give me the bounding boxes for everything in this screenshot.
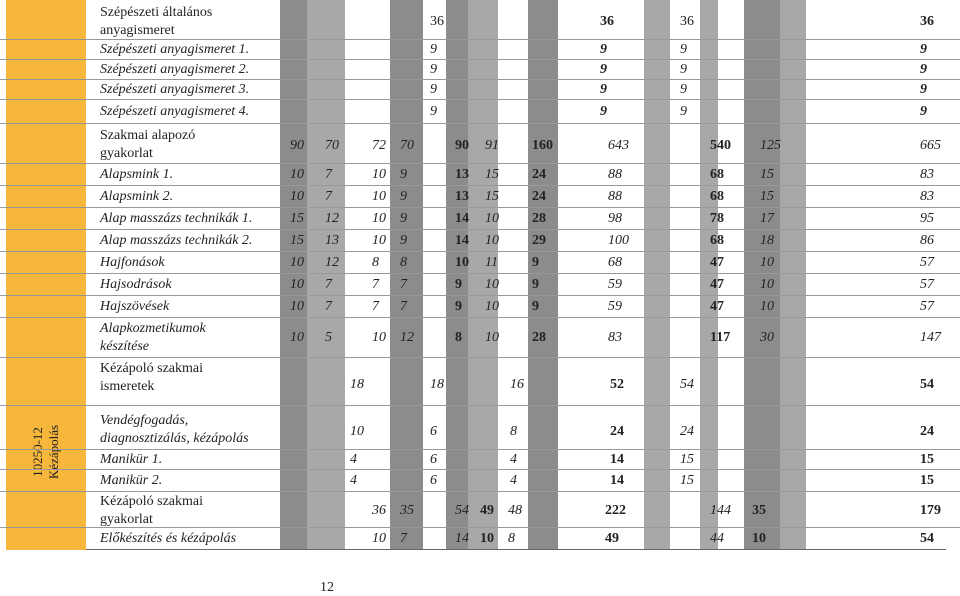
hours-cell: 54 [455, 503, 469, 518]
hours-cell: 83 [608, 330, 622, 345]
row-label: Szépészeti anyagismeret 3. [100, 82, 250, 97]
hours-cell: 13 [455, 167, 469, 182]
hours-cell: 14 [610, 452, 624, 467]
hours-cell: 9 [430, 62, 437, 77]
hours-cell: 47 [710, 255, 724, 270]
hours-cell: 8 [372, 255, 379, 270]
hours-cell: 49 [605, 531, 619, 546]
hours-cell: 17 [760, 211, 774, 226]
hours-cell: 10 [372, 211, 386, 226]
row-label: Hajfonások [100, 255, 165, 270]
hours-cell: 4 [350, 452, 357, 467]
page-number: 12 [320, 580, 334, 595]
hours-cell: 9 [600, 42, 607, 57]
hours-cell: 10 [760, 255, 774, 270]
hours-cell: 9 [680, 104, 687, 119]
hours-cell: 10 [485, 277, 499, 292]
hours-cell: 10 [372, 330, 386, 345]
table-row [0, 208, 960, 230]
hours-cell: 665 [920, 138, 941, 153]
hours-cell: 70 [325, 138, 339, 153]
hours-cell: 540 [710, 138, 731, 153]
row-label: Előkészítés és kézápolás [100, 531, 237, 546]
hours-cell: 88 [608, 167, 622, 182]
hours-cell: 35 [752, 503, 766, 518]
hours-cell: 9 [680, 42, 687, 57]
row-label: Szépészeti általános anyagismeret [100, 5, 213, 38]
hours-cell: 83 [920, 167, 934, 182]
hours-cell: 10 [372, 531, 386, 546]
hours-cell: 144 [710, 503, 731, 518]
hours-cell: 10 [485, 211, 499, 226]
hours-cell: 36 [680, 14, 694, 29]
hours-cell: 44 [710, 531, 724, 546]
hours-cell: 7 [372, 299, 379, 314]
table-row [0, 186, 960, 208]
hours-cell: 30 [760, 330, 774, 345]
hours-cell: 9 [920, 62, 927, 77]
hours-cell: 7 [400, 299, 407, 314]
hours-cell: 36 [920, 14, 934, 29]
hours-cell: 9 [455, 299, 462, 314]
hours-cell: 13 [455, 189, 469, 204]
hours-cell: 54 [920, 531, 934, 546]
hours-cell: 6 [430, 424, 437, 439]
table-row [0, 492, 960, 528]
hours-cell: 7 [400, 277, 407, 292]
row-label: Szépészeti anyagismeret 1. [100, 42, 250, 57]
row-label: Hajszövések [100, 299, 170, 314]
hours-cell: 68 [608, 255, 622, 270]
row-label: Alap masszázs technikák 1. [100, 211, 253, 226]
hours-cell: 9 [920, 42, 927, 57]
row-label: Szépészeti anyagismeret 4. [100, 104, 250, 119]
hours-cell: 15 [760, 189, 774, 204]
hours-cell: 88 [608, 189, 622, 204]
hours-cell: 95 [920, 211, 934, 226]
row-label: Hajsodrások [100, 277, 172, 292]
hours-cell: 90 [455, 138, 469, 153]
hours-cell: 15 [290, 233, 304, 248]
table-row [0, 358, 960, 406]
hours-cell: 9 [680, 82, 687, 97]
hours-cell: 100 [608, 233, 629, 248]
hours-cell: 10 [760, 299, 774, 314]
table-row [0, 528, 960, 549]
hours-cell: 7 [325, 167, 332, 182]
hours-cell: 52 [610, 377, 624, 392]
hours-cell: 10 [372, 189, 386, 204]
table-row [0, 100, 960, 124]
module-name: Kézápolás [46, 424, 61, 480]
hours-cell: 28 [532, 330, 546, 345]
hours-cell: 59 [608, 299, 622, 314]
hours-cell: 6 [430, 452, 437, 467]
hours-cell: 12 [325, 211, 339, 226]
hours-cell: 18 [430, 377, 444, 392]
row-label: Alap masszázs technikák 2. [100, 233, 253, 248]
hours-cell: 14 [610, 473, 624, 488]
hours-cell: 14 [455, 531, 469, 546]
hours-cell: 7 [372, 277, 379, 292]
hours-cell: 9 [920, 82, 927, 97]
hours-cell: 47 [710, 299, 724, 314]
table-row [0, 80, 960, 100]
row-label: Manikür 1. [100, 452, 163, 467]
hours-cell: 7 [325, 189, 332, 204]
module-code: 10250-12 [30, 427, 45, 477]
hours-cell: 4 [510, 452, 517, 467]
hours-cell: 10 [290, 167, 304, 182]
hours-cell: 10 [290, 255, 304, 270]
hours-cell: 15 [485, 167, 499, 182]
hours-cell: 9 [600, 104, 607, 119]
hours-cell: 10 [455, 255, 469, 270]
hours-cell: 15 [680, 452, 694, 467]
hours-cell: 24 [920, 424, 934, 439]
table-row [0, 470, 960, 492]
hours-cell: 10 [290, 330, 304, 345]
hours-cell: 10 [290, 189, 304, 204]
row-label: Kézápoló szakmai ismeretek [100, 361, 204, 394]
hours-cell: 8 [508, 531, 515, 546]
hours-cell: 54 [920, 377, 934, 392]
hours-cell: 10 [480, 531, 494, 546]
hours-cell: 12 [325, 255, 339, 270]
hours-cell: 10 [485, 330, 499, 345]
hours-cell: 8 [400, 255, 407, 270]
hours-cell: 9 [532, 299, 539, 314]
hours-cell: 47 [710, 277, 724, 292]
hours-cell: 8 [510, 424, 517, 439]
hours-cell: 91 [485, 138, 499, 153]
hours-cell: 86 [920, 233, 934, 248]
hours-cell: 179 [920, 503, 941, 518]
hours-cell: 90 [290, 138, 304, 153]
table-row [0, 450, 960, 470]
table-row [0, 274, 960, 296]
table-bottom-border [86, 549, 946, 550]
hours-cell: 83 [920, 189, 934, 204]
hours-cell: 9 [400, 233, 407, 248]
hours-cell: 147 [920, 330, 941, 345]
hours-cell: 15 [760, 167, 774, 182]
table-row [0, 40, 960, 60]
table-row [0, 406, 960, 450]
hours-cell: 57 [920, 255, 934, 270]
hours-cell: 59 [608, 277, 622, 292]
row-label: Szépészeti anyagismeret 2. [100, 62, 250, 77]
hours-cell: 10 [760, 277, 774, 292]
hours-cell: 68 [710, 167, 724, 182]
row-label: Vendégfogadás, diagnosztizálás, kézápolás [100, 413, 249, 446]
hours-cell: 9 [455, 277, 462, 292]
hours-cell: 10 [752, 531, 766, 546]
hours-cell: 15 [680, 473, 694, 488]
hours-cell: 15 [485, 189, 499, 204]
hours-cell: 15 [290, 211, 304, 226]
hours-cell: 24 [532, 167, 546, 182]
hours-cell: 4 [350, 473, 357, 488]
hours-cell: 10 [290, 277, 304, 292]
hours-cell: 14 [455, 211, 469, 226]
hours-cell: 68 [710, 233, 724, 248]
hours-cell: 10 [485, 299, 499, 314]
hours-cell: 18 [760, 233, 774, 248]
hours-cell: 222 [605, 503, 626, 518]
hours-cell: 72 [372, 138, 386, 153]
table-row [0, 164, 960, 186]
hours-cell: 9 [430, 42, 437, 57]
hours-cell: 5 [325, 330, 332, 345]
hours-cell: 78 [710, 211, 724, 226]
hours-cell: 15 [920, 452, 934, 467]
hours-cell: 15 [920, 473, 934, 488]
hours-cell: 160 [532, 138, 553, 153]
hours-cell: 9 [532, 277, 539, 292]
hours-cell: 117 [710, 330, 731, 345]
hours-cell: 57 [920, 277, 934, 292]
hours-cell: 48 [508, 503, 522, 518]
hours-cell: 9 [430, 82, 437, 97]
row-label: Alapsmink 1. [100, 167, 174, 182]
table-row [0, 318, 960, 358]
hours-cell: 4 [510, 473, 517, 488]
table-row [0, 60, 960, 80]
hours-cell: 36 [372, 503, 386, 518]
row-label: Kézápoló szakmai gyakorlat [100, 494, 204, 527]
hours-cell: 57 [920, 299, 934, 314]
hours-cell: 9 [600, 62, 607, 77]
hours-cell: 6 [430, 473, 437, 488]
row-label: Alapsmink 2. [100, 189, 174, 204]
hours-cell: 9 [430, 104, 437, 119]
hours-cell: 14 [455, 233, 469, 248]
table-row [0, 296, 960, 318]
hours-cell: 70 [400, 138, 414, 153]
hours-cell: 9 [920, 104, 927, 119]
hours-cell: 16 [510, 377, 524, 392]
hours-cell: 9 [680, 62, 687, 77]
hours-cell: 10 [372, 233, 386, 248]
hours-cell: 7 [325, 299, 332, 314]
hours-cell: 10 [485, 233, 499, 248]
hours-cell: 18 [350, 377, 364, 392]
hours-cell: 11 [485, 255, 498, 270]
table-row [0, 124, 960, 164]
hours-cell: 9 [400, 167, 407, 182]
row-label: Alapkozmetikumok készítése [100, 321, 206, 354]
hours-cell: 9 [600, 82, 607, 97]
table-row [0, 230, 960, 252]
hours-cell: 36 [430, 14, 444, 29]
hours-cell: 12 [400, 330, 414, 345]
hours-cell: 49 [480, 503, 494, 518]
hours-cell: 10 [350, 424, 364, 439]
hours-cell: 29 [532, 233, 546, 248]
hours-cell: 98 [608, 211, 622, 226]
table-row [0, 0, 960, 40]
table-row [0, 252, 960, 274]
hours-cell: 8 [455, 330, 462, 345]
row-label: Manikür 2. [100, 473, 163, 488]
hours-cell: 7 [400, 531, 407, 546]
row-label: Szakmai alapozó gyakorlat [100, 128, 196, 161]
hours-cell: 28 [532, 211, 546, 226]
hours-cell: 9 [532, 255, 539, 270]
hours-cell: 24 [610, 424, 624, 439]
hours-cell: 68 [710, 189, 724, 204]
hours-cell: 9 [400, 189, 407, 204]
hours-cell: 54 [680, 377, 694, 392]
hours-cell: 13 [325, 233, 339, 248]
hours-cell: 10 [372, 167, 386, 182]
hours-cell: 7 [325, 277, 332, 292]
hours-cell: 643 [608, 138, 629, 153]
hours-cell: 35 [400, 503, 414, 518]
hours-cell: 9 [400, 211, 407, 226]
hours-cell: 10 [290, 299, 304, 314]
hours-cell: 125 [760, 138, 781, 153]
hours-cell: 24 [532, 189, 546, 204]
hours-cell: 24 [680, 424, 694, 439]
hours-cell: 36 [600, 14, 614, 29]
